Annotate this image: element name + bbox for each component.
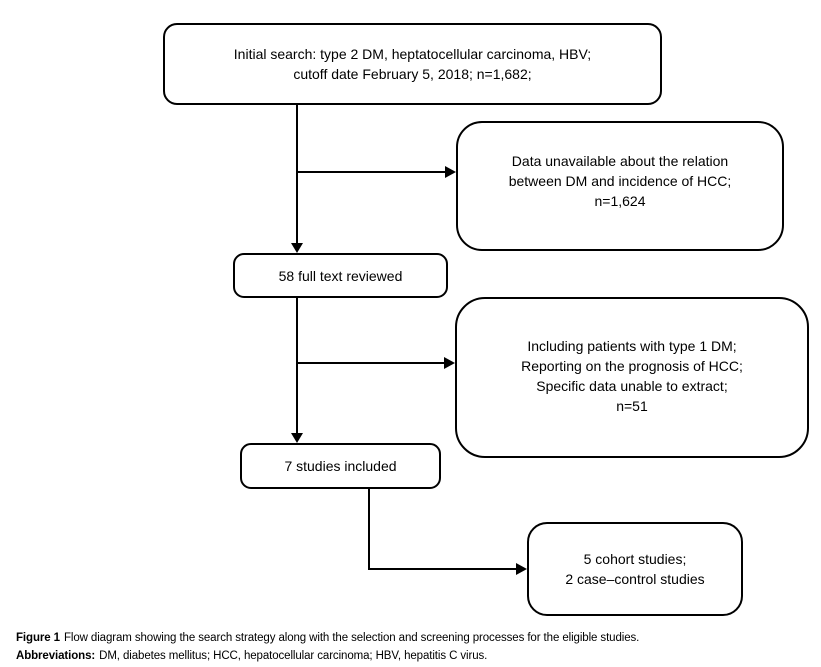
figure-caption-text: Flow diagram showing the search strategy along with the selection and screening processes for the eligible studies. [63, 632, 640, 644]
final-studies-line-2: 2 case–control studies [565, 571, 705, 587]
studies-included-label: 7 studies included [284, 458, 397, 474]
excluded-relation-box [456, 121, 784, 251]
studies-included-box [240, 443, 441, 489]
excluded-criteria-line-1: Including patients with type 1 DM; [527, 337, 737, 354]
connector-vertical-3 [368, 489, 370, 570]
arrowhead-down-icon [291, 433, 303, 443]
initial-search-line-1: Initial search: type 2 DM, heptatocellular carcinoma, HBV; [233, 46, 592, 62]
initial-search-line-2: cutoff date February 5, 2018; n=1,682; [293, 66, 532, 82]
arrowhead-down-icon [291, 243, 303, 253]
connector-vertical-1 [296, 105, 298, 245]
excluded-criteria-line-2: Reporting on the prognosis of HCC; [521, 357, 743, 374]
arrowhead-right-icon [516, 563, 527, 575]
arrowhead-right-icon [445, 166, 456, 178]
final-studies-line-1: 5 cohort studies; [583, 551, 687, 567]
final-studies-box [527, 522, 743, 616]
figure-caption [16, 629, 808, 665]
excluded-criteria-line-3: Specific data unable to extract; [536, 377, 728, 394]
connector-horizontal-1 [297, 171, 447, 173]
full-text-reviewed-box [233, 253, 448, 298]
excluded-criteria-box [455, 297, 809, 458]
arrowhead-right-icon [444, 357, 455, 369]
abbreviations-label: Abbreviations: [16, 650, 96, 662]
figure-caption-line-1 [16, 629, 808, 647]
figure-caption-line-2 [16, 647, 808, 665]
figure-label: Figure 1 [16, 632, 60, 644]
connector-horizontal-2 [297, 362, 446, 364]
initial-search-box [163, 23, 662, 105]
connector-vertical-2 [296, 298, 298, 435]
excluded-criteria-line-4: n=51 [616, 397, 648, 414]
connector-horizontal-3 [368, 568, 518, 570]
excluded-relation-line-1: Data unavailable about the relation [511, 153, 729, 169]
excluded-relation-line-2: between DM and incidence of HCC; [508, 173, 732, 189]
excluded-relation-line-3: n=1,624 [594, 193, 646, 209]
abbreviations-text: DM, diabetes mellitus; HCC, hepatocellular carcinoma; HBV, hepatitis C virus. [99, 650, 488, 662]
full-text-reviewed-label: 58 full text reviewed [278, 267, 403, 284]
